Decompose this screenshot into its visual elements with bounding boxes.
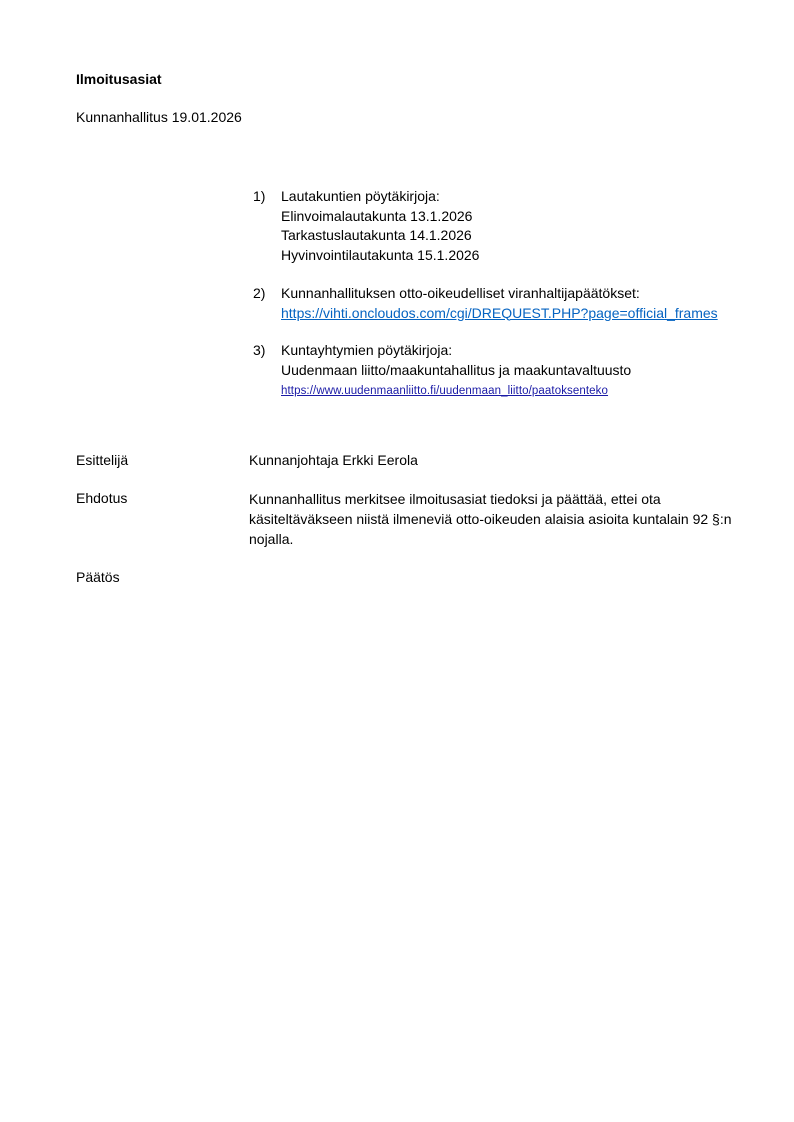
item-3-lines bbox=[281, 341, 631, 402]
item-1-line: Lautakuntien pöytäkirjoja: bbox=[281, 188, 440, 204]
item-1-lines bbox=[281, 187, 479, 265]
item-1-line: Hyvinvointilautakunta 15.1.2026 bbox=[281, 246, 480, 263]
item-3-number: 3) bbox=[253, 342, 266, 358]
official-decisions-link[interactable]: https://vihti.oncloudos.com/cgi/DREQUEST.PHP?page=official_frames bbox=[281, 304, 718, 321]
item-3-line: Kuntayhtymien pöytäkirjoja: bbox=[281, 342, 453, 358]
uudenmaan-liitto-link[interactable]: https://www.uudenmaanliitto.fi/uudenmaan_liitto/paatoksenteko bbox=[281, 385, 609, 397]
item-1-line: Elinvoimalautakunta 13.1.2026 bbox=[281, 207, 473, 224]
presenter-value: Kunnanjohtaja Erkki Eerola bbox=[249, 452, 418, 468]
presenter-label: Esittelijä bbox=[76, 452, 129, 468]
meeting-title: Kunnanhallitus 19.01.2026 bbox=[76, 109, 242, 125]
proposal-label: Ehdotus bbox=[76, 490, 128, 506]
item-2-line: Kunnanhallituksen otto-oikeudelliset viranhaltijapäätökset: bbox=[281, 285, 640, 301]
item-2-lines bbox=[281, 284, 718, 323]
document-heading: Ilmoitusasiat bbox=[76, 71, 162, 87]
item-3-line: Uudenmaan liitto/maakuntahallitus ja maakuntavaltuusto bbox=[281, 361, 632, 378]
item-1-line: Tarkastuslautakunta 14.1.2026 bbox=[281, 227, 472, 243]
item-1-number: 1) bbox=[253, 188, 266, 204]
proposal-text: Kunnanhallitus merkitsee ilmoitusasiat tiedoksi ja päättää, ettei ota käsiteltäväkseen niistä ilmeneviä otto-oikeuden alaisia asioita kuntalain 92 §:n nojalla. bbox=[249, 491, 732, 547]
item-2-number: 2) bbox=[253, 285, 266, 301]
decision-label: Päätös bbox=[76, 569, 120, 585]
